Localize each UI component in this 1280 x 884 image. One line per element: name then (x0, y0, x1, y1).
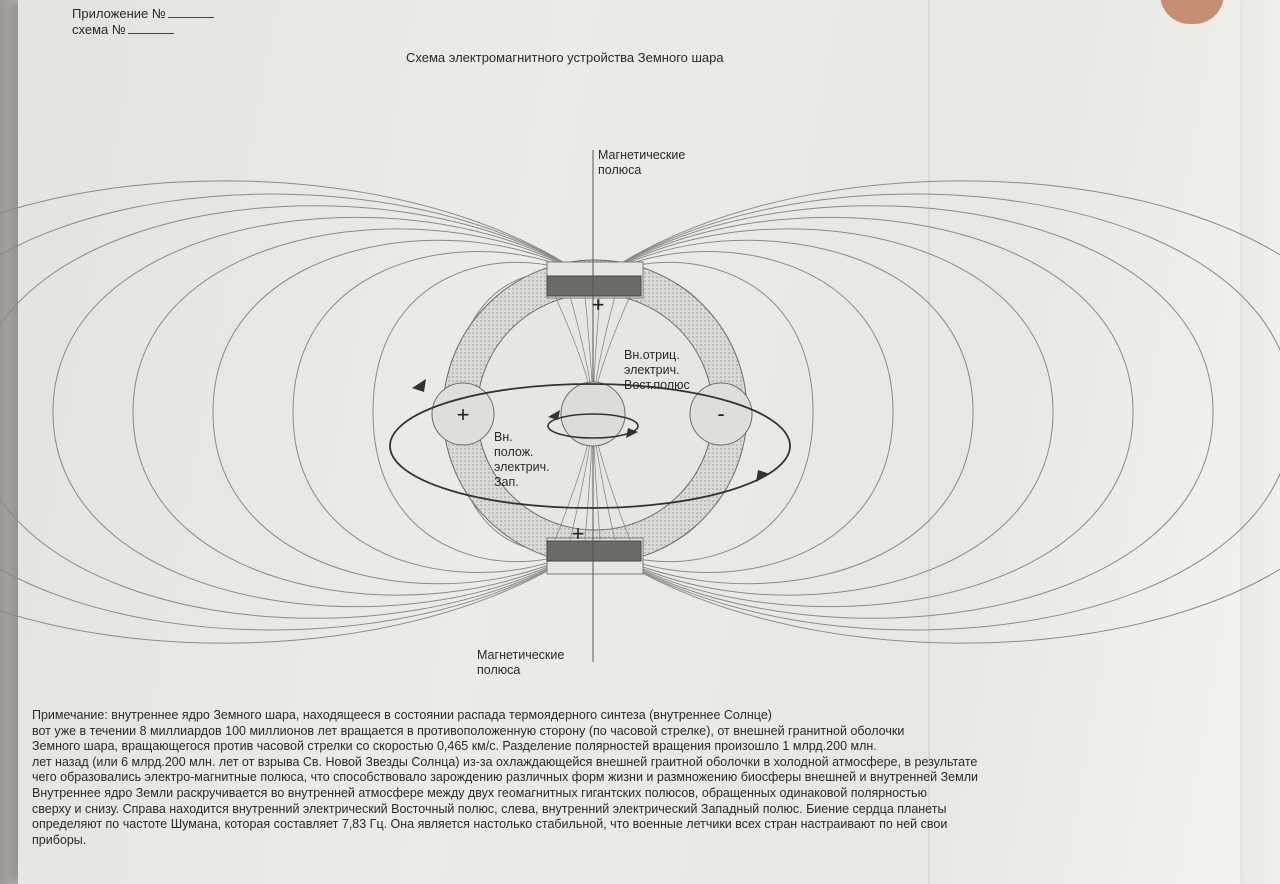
footnote (32, 708, 1232, 848)
appendix-label: Приложение № (72, 6, 166, 21)
west-pole-label: Вн. полож. электрич. Зап. (494, 430, 550, 489)
footnote-line: Земного шара, вращающегося против часовой стрелки со скоростью 0,465 км/с. Разделение полярностей вращения произошло 1 млрд.200 млн. (32, 739, 877, 754)
footnote-line: определяют по частоте Шумана, которая составляет 7,83 Гц. Она является настолько стабильной, что военные летчики всех стран настраивают по ней свои (32, 817, 948, 832)
footnote-line: вот уже в течении 8 миллиардов 100 миллионов лет вращается в противоположенную сторону (по часовой стрелке), от внешней гранитной оболочки (32, 723, 905, 738)
bottom-poles-label: Магнетические полюса (477, 648, 565, 677)
orbit-arrow-left (412, 379, 426, 392)
bottom-plus-sign: + (571, 521, 585, 546)
document-title: Схема электромагнитного устройства Земного шара (406, 50, 724, 65)
west-plus-sign: + (456, 402, 470, 427)
footnote-line: сверху и снизу. Справа находится внутренний электрический Восточный полюс, слева, внутренний электрический Западный полюс. Биение сердца планеты (32, 801, 947, 816)
footnote-line: приборы. (32, 832, 87, 847)
east-minus-sign: - (717, 401, 725, 426)
footnote-line: чего образовались электро-магнитные полюса, что способствовало зарождению различных форм жизни и размножению биосферы внешней и внутренней Земли (32, 770, 979, 785)
scheme-label: схема № (72, 22, 126, 37)
orbit-arrow-right (756, 470, 770, 482)
top-plus-sign: + (591, 292, 605, 317)
east-pole-label: Вн.отриц. электрич. Вост.полюс (624, 348, 690, 392)
bottom-pole-cap (547, 541, 641, 561)
footnote-line: Внутреннее ядро Земли раскручивается во внутренней атмосфере между двух геомагнитных гигантских полюсов, обращенных одинаковой полярностью (32, 785, 927, 800)
footnote-line: Примечание: внутреннее ядро Земного шара, находящееся в состоянии распада термоядерного синтеза (внутреннее Солнце) (32, 708, 772, 722)
top-poles-label: Магнетические полюса (598, 148, 686, 177)
footnote-line: лет назад (или 6 млрд.200 млн. лет от взрыва Св. Новой Звезды Солнца) из-за охлаждающейся внешней граитной оболочки в холодной атмосфере, в результате (32, 754, 978, 769)
